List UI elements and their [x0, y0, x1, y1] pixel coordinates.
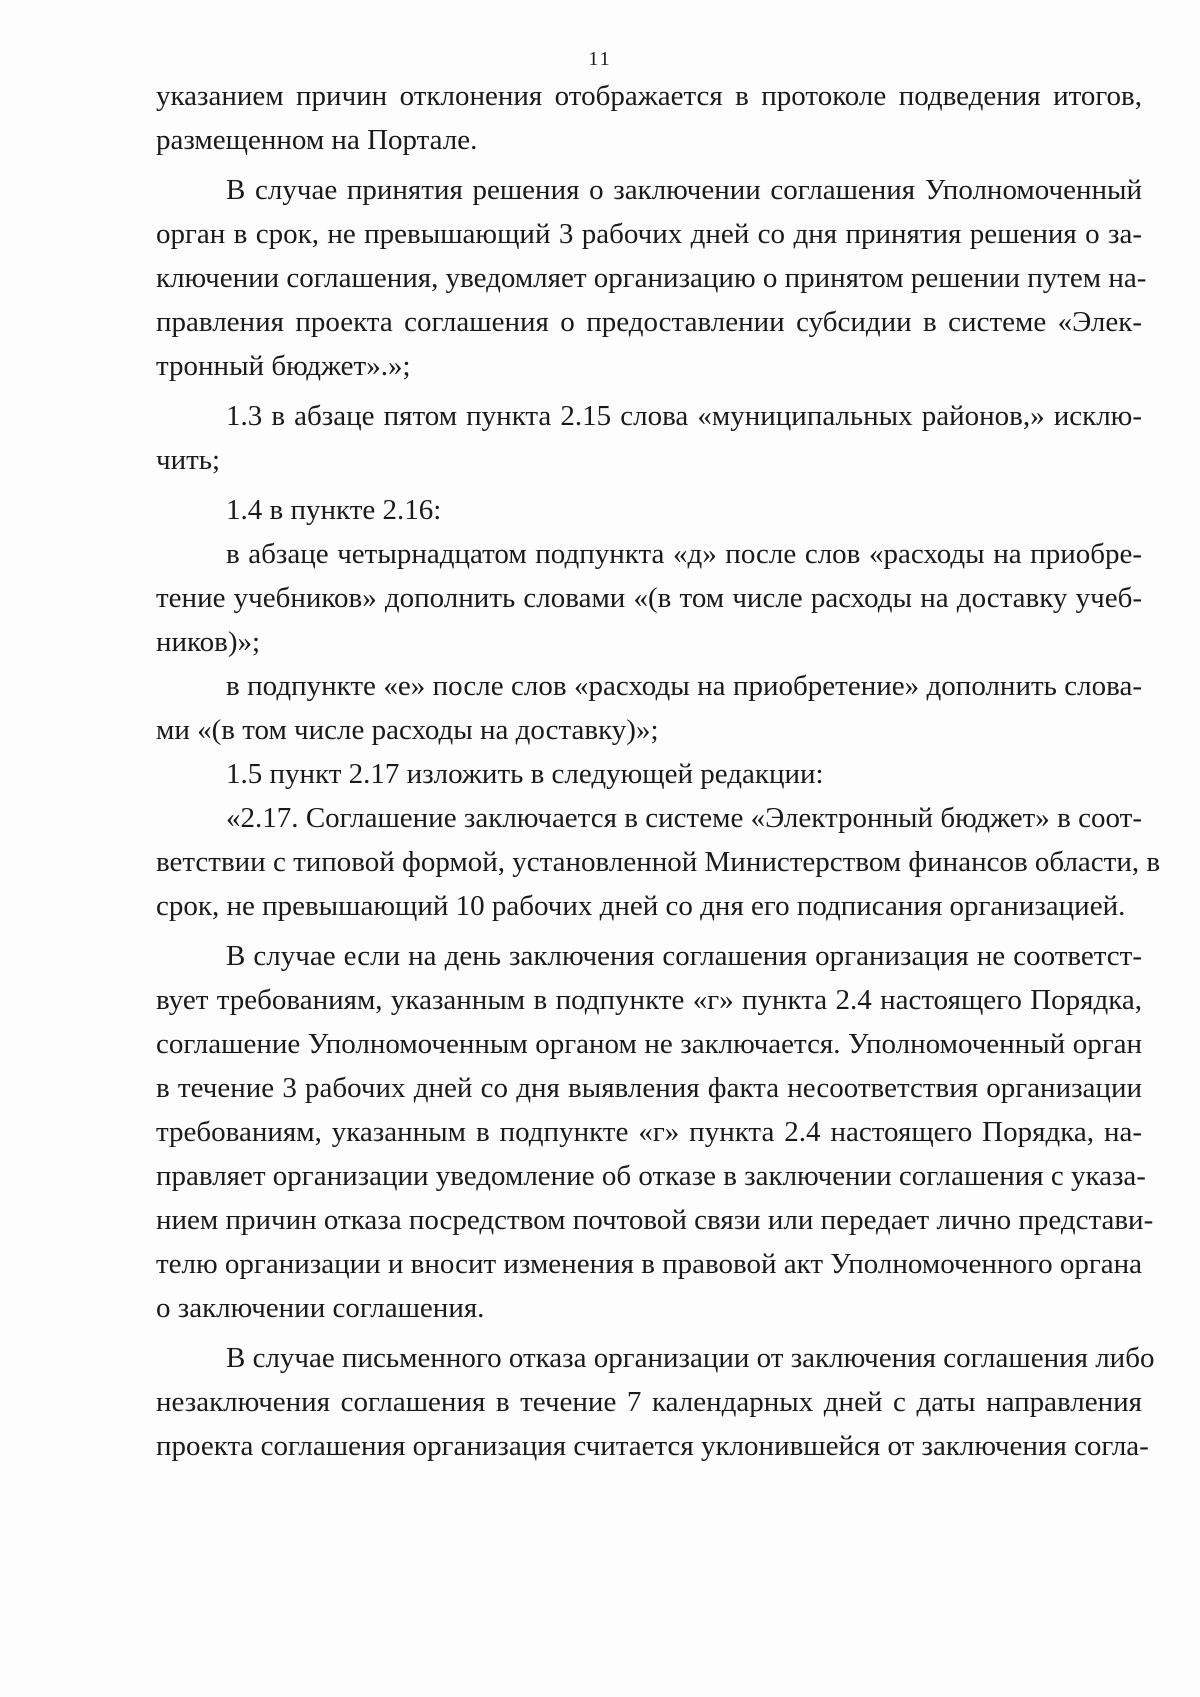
text-line: тронный бюджет».»;: [156, 350, 411, 382]
page-number: 11: [588, 48, 612, 70]
text-line: правляет организации уведомление об отказе в заключении соглашения с указа-: [156, 1160, 1146, 1192]
text-line: ключении соглашения, уведомляет организацию о принятом решении путем на-: [156, 262, 1147, 294]
document-body: [156, 74, 1161, 1468]
text-line: в абзаце четырнадцатом подпункта «д» после слов «расходы на приобре-: [226, 538, 1142, 570]
text-line: о заключении соглашения.: [156, 1292, 485, 1324]
text-line: соглашение Уполномоченным органом не заключается. Уполномоченный орган: [156, 1028, 1142, 1060]
text-line: В случае если на день заключения соглашения организация не соответст-: [226, 940, 1142, 972]
text-line: телю организации и вносит изменения в правовой акт Уполномоченного органа: [156, 1248, 1143, 1280]
text-line: В случае письменного отказа организации от заключения соглашения либо: [226, 1342, 1155, 1374]
text-line: вует требованиям, указанным в подпункте «г» пункта 2.4 настоящего Порядка,: [156, 984, 1142, 1016]
text-line: 1.3 в абзаце пятом пункта 2.15 слова «муниципальных районов,» исклю-: [226, 400, 1142, 432]
text-line: «2.17. Соглашение заключается в системе «Электронный бюджет» в соот-: [226, 802, 1142, 834]
text-line: в подпункте «е» после слов «расходы на приобретение» дополнить слова-: [226, 670, 1142, 702]
text-line: правления проекта соглашения о предоставлении субсидии в системе «Элек-: [156, 306, 1142, 338]
text-line: 1.5 пункт 2.17 изложить в следующей редакции:: [226, 758, 824, 790]
text-line: указанием причин отклонения отображается в протоколе подведения итогов,: [156, 80, 1142, 112]
text-line: ников)»;: [156, 626, 261, 658]
text-line: проекта соглашения организация считается уклонившейся от заключения согла-: [156, 1430, 1149, 1462]
text-line: 1.4 в пункте 2.16:: [226, 494, 442, 526]
text-line: размещенном на Портале.: [156, 124, 478, 156]
text-line: ветствии с типовой формой, установленной Министерством финансов области, в: [156, 846, 1161, 878]
text-line: тение учебников» дополнить словами «(в том числе расходы на доставку учеб-: [156, 582, 1142, 614]
text-line: в течение 3 рабочих дней со дня выявления факта несоответствия организации: [156, 1072, 1142, 1104]
text-line: ми «(в том числе расходы на доставку)»;: [156, 714, 659, 746]
text-line: В случае принятия решения о заключении соглашения Уполномоченный: [226, 174, 1142, 206]
text-line: незаключения соглашения в течение 7 календарных дней с даты направления: [156, 1386, 1142, 1418]
text-line: срок, не превышающий 10 рабочих дней со дня его подписания организацией.: [156, 890, 1126, 922]
text-line: требованиям, указанным в подпункте «г» пункта 2.4 настоящего Порядка, на-: [156, 1116, 1142, 1148]
text-line: чить;: [156, 444, 221, 476]
text-line: орган в срок, не превышающий 3 рабочих дней со дня принятия решения о за-: [156, 218, 1142, 250]
text-line: нием причин отказа посредством почтовой связи или передает лично представи-: [156, 1204, 1154, 1236]
